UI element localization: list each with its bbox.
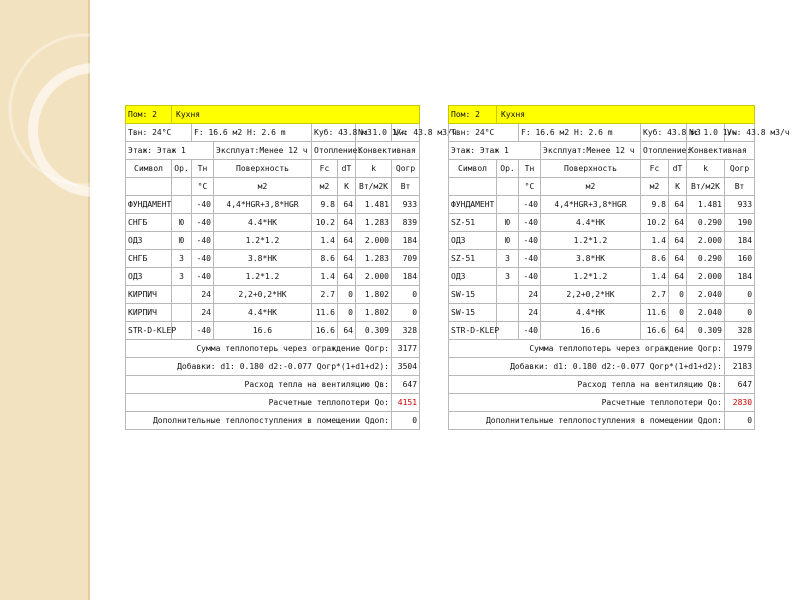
- cell-q: 160: [725, 250, 755, 268]
- unit-k: Вт/м2К: [356, 178, 392, 196]
- cell-delta-t: 0: [669, 304, 687, 322]
- cell-delta-t: 64: [338, 232, 356, 250]
- cell-temp: -40: [192, 322, 214, 340]
- heating-type: Конвективная: [356, 142, 420, 160]
- unit-delta-t: К: [669, 178, 687, 196]
- unit-symbol: [126, 178, 172, 196]
- cell-temp: -40: [192, 268, 214, 286]
- col-symbol: Символ: [449, 160, 497, 178]
- room-height: H: 2.6 m: [247, 127, 286, 137]
- room-number: Пом: 2: [126, 106, 172, 124]
- room-info-row: [449, 142, 755, 160]
- cell-symbol: ФУНДАМЕНТ: [126, 196, 172, 214]
- cell-orientation: З: [497, 250, 519, 268]
- cell-area: 10.2: [312, 214, 338, 232]
- cell-delta-t: 64: [338, 268, 356, 286]
- units-row: [449, 178, 755, 196]
- table-row: [126, 286, 420, 304]
- cell-q: 328: [392, 322, 420, 340]
- summary-value: 3177: [392, 340, 420, 358]
- summary-row: [126, 358, 420, 376]
- cell-symbol: ОДЗ: [449, 268, 497, 286]
- room-floor-area: [192, 124, 312, 142]
- room-params-row: [449, 124, 755, 142]
- cell-q: 839: [392, 214, 420, 232]
- cell-k: 0.290: [687, 214, 725, 232]
- summary-value: 2183: [725, 358, 755, 376]
- cell-k: 1.802: [356, 286, 392, 304]
- cell-area: 1.4: [312, 268, 338, 286]
- unit-surface: м2: [214, 178, 312, 196]
- cell-temp: -40: [192, 250, 214, 268]
- summary-row: [126, 394, 420, 412]
- cell-temp: 24: [192, 304, 214, 322]
- cell-symbol: SZ-51: [449, 250, 497, 268]
- floor-area-value: F: 16.6 м2: [194, 127, 243, 137]
- cell-orientation: [497, 286, 519, 304]
- cell-q: 933: [392, 196, 420, 214]
- summary-label: Расчетные теплопотери Qo:: [449, 394, 725, 412]
- cell-delta-t: 64: [669, 196, 687, 214]
- cell-k: 1.283: [356, 214, 392, 232]
- cell-surface: 4.4*НК: [541, 304, 641, 322]
- usage-mode: Эксплуат:Менее 12 ч: [214, 142, 312, 160]
- cell-surface: 1.2*1.2: [541, 232, 641, 250]
- summary-row: [449, 412, 755, 430]
- cell-symbol: SW-15: [449, 286, 497, 304]
- col-orientation: Ор.: [172, 160, 192, 178]
- summary-label: Добавки: d1: 0.180 d2:-0.077 Qогр*(1+d1+d2):: [449, 358, 725, 376]
- cell-surface: 1.2*1.2: [214, 268, 312, 286]
- cell-delta-t: 64: [669, 250, 687, 268]
- table-row: [126, 196, 420, 214]
- unit-area: м2: [312, 178, 338, 196]
- cell-delta-t: 64: [669, 232, 687, 250]
- cell-area: 1.4: [641, 232, 669, 250]
- total-heat-loss-value: 2830: [725, 394, 755, 412]
- cell-symbol: ОДЗ: [449, 232, 497, 250]
- unit-q: Вт: [725, 178, 755, 196]
- cell-delta-t: 0: [669, 286, 687, 304]
- table-row: [126, 214, 420, 232]
- cell-symbol: STR-D-KLEP: [126, 322, 172, 340]
- cell-orientation: [497, 196, 519, 214]
- cell-surface: 3.8*НК: [541, 250, 641, 268]
- cell-symbol: ОДЗ: [126, 268, 172, 286]
- cell-surface: 4.4*НК: [214, 214, 312, 232]
- cell-surface: 16.6: [214, 322, 312, 340]
- cell-area: 11.6: [641, 304, 669, 322]
- summary-row: [126, 412, 420, 430]
- air-exchange-rate: N: 1.0 1/ч: [356, 124, 392, 142]
- cell-temp: -40: [192, 196, 214, 214]
- cell-delta-t: 0: [338, 304, 356, 322]
- cell-temp: -40: [519, 268, 541, 286]
- col-symbol: Символ: [126, 160, 172, 178]
- cell-surface: 4.4*НК: [214, 304, 312, 322]
- cell-k: 0.309: [356, 322, 392, 340]
- vent-volume: Vw: 43.8 м3/ч: [392, 124, 420, 142]
- unit-k: Вт/м2К: [687, 178, 725, 196]
- cell-temp: 24: [519, 286, 541, 304]
- cell-q: 184: [392, 268, 420, 286]
- summary-label: Сумма теплопотерь через ограждение Qогр:: [449, 340, 725, 358]
- cell-k: 2.040: [687, 304, 725, 322]
- cell-orientation: [497, 322, 519, 340]
- table-row: [449, 268, 755, 286]
- table-row: [126, 250, 420, 268]
- unit-area: м2: [641, 178, 669, 196]
- summary-label: Расчетные теплопотери Qo:: [126, 394, 392, 412]
- room-header-row: [126, 106, 420, 124]
- table-row: [449, 286, 755, 304]
- column-header-row: [449, 160, 755, 178]
- col-q: Qогр: [725, 160, 755, 178]
- cell-symbol: ОДЗ: [126, 232, 172, 250]
- cell-area: 1.4: [312, 232, 338, 250]
- col-area: Fc: [641, 160, 669, 178]
- floor-level: Этаж: Этаж 1: [449, 142, 541, 160]
- summary-row: [126, 376, 420, 394]
- cell-q: 184: [725, 268, 755, 286]
- cell-area: 2.7: [641, 286, 669, 304]
- column-header-row: [126, 160, 420, 178]
- cell-temp: -40: [519, 322, 541, 340]
- cell-surface: 3.8*НК: [214, 250, 312, 268]
- summary-value: 0: [725, 412, 755, 430]
- cell-temp: -40: [519, 232, 541, 250]
- cell-delta-t: 64: [338, 322, 356, 340]
- cell-k: 1.283: [356, 250, 392, 268]
- table-row: [126, 304, 420, 322]
- cell-symbol: СНГБ: [126, 250, 172, 268]
- floor-area-value: F: 16.6 м2: [521, 127, 570, 137]
- col-delta-t: dT: [669, 160, 687, 178]
- summary-row: [449, 376, 755, 394]
- floor-level: Этаж: Этаж 1: [126, 142, 214, 160]
- cell-orientation: [172, 286, 192, 304]
- heating-type: Конвективная: [687, 142, 755, 160]
- cell-area: 8.6: [641, 250, 669, 268]
- unit-surface: м2: [541, 178, 641, 196]
- table-row: [126, 232, 420, 250]
- col-k: k: [356, 160, 392, 178]
- cell-orientation: З: [172, 268, 192, 286]
- cell-delta-t: 64: [669, 214, 687, 232]
- cell-surface: 4,4*HGR+3,8*HGR: [214, 196, 312, 214]
- room-header-row: [449, 106, 755, 124]
- cell-symbol: ФУНДАМЕНТ: [449, 196, 497, 214]
- cell-symbol: STR-D-KLEP: [449, 322, 497, 340]
- cell-area: 8.6: [312, 250, 338, 268]
- cell-area: 11.6: [312, 304, 338, 322]
- cell-orientation: [172, 196, 192, 214]
- cell-q: 709: [392, 250, 420, 268]
- cell-symbol: SW-15: [449, 304, 497, 322]
- cell-temp: -40: [519, 214, 541, 232]
- cell-k: 0.290: [687, 250, 725, 268]
- unit-temp: °С: [519, 178, 541, 196]
- col-surface: Поверхность: [214, 160, 312, 178]
- cell-surface: 4,4*HGR+3,8*HGR: [541, 196, 641, 214]
- summary-value: 0: [392, 412, 420, 430]
- cell-area: 16.6: [641, 322, 669, 340]
- unit-temp: °С: [192, 178, 214, 196]
- summary-row: [126, 340, 420, 358]
- decorative-rings: [0, 0, 120, 240]
- units-row: [126, 178, 420, 196]
- cell-symbol: КИРПИЧ: [126, 304, 172, 322]
- cell-k: 2.000: [687, 268, 725, 286]
- unit-symbol: [449, 178, 497, 196]
- summary-label: Расход тепла на вентиляцию Qв:: [126, 376, 392, 394]
- table-row: [449, 322, 755, 340]
- cell-k: 1.802: [356, 304, 392, 322]
- cell-temp: -40: [519, 250, 541, 268]
- col-delta-t: dT: [338, 160, 356, 178]
- cell-orientation: Ю: [172, 214, 192, 232]
- cell-symbol: СНГБ: [126, 214, 172, 232]
- cell-q: 328: [725, 322, 755, 340]
- cell-area: 9.8: [312, 196, 338, 214]
- vent-volume: Vw: 43.8 м3/ч: [725, 124, 755, 142]
- cell-q: 933: [725, 196, 755, 214]
- cell-k: 2.040: [687, 286, 725, 304]
- cell-k: 2.000: [687, 232, 725, 250]
- cell-delta-t: 64: [669, 268, 687, 286]
- col-k: k: [687, 160, 725, 178]
- cell-orientation: Ю: [172, 232, 192, 250]
- cell-surface: 16.6: [541, 322, 641, 340]
- summary-row: [449, 340, 755, 358]
- cell-temp: -40: [192, 232, 214, 250]
- heat-loss-table-right: [448, 105, 790, 430]
- cell-orientation: З: [172, 250, 192, 268]
- cell-area: 16.6: [312, 322, 338, 340]
- air-exchange-rate: N: 1.0 1/ч: [687, 124, 725, 142]
- unit-orientation: [172, 178, 192, 196]
- cell-q: 0: [725, 286, 755, 304]
- table-row: [126, 268, 420, 286]
- cell-surface: 1.2*1.2: [541, 268, 641, 286]
- cell-orientation: [497, 304, 519, 322]
- summary-label: Сумма теплопотерь через ограждение Qогр:: [126, 340, 392, 358]
- cell-k: 1.481: [356, 196, 392, 214]
- cell-temp: 24: [192, 286, 214, 304]
- cell-q: 184: [392, 232, 420, 250]
- cell-area: 9.8: [641, 196, 669, 214]
- heating-label: Отопление:: [312, 142, 356, 160]
- unit-orientation: [497, 178, 519, 196]
- summary-value: 647: [392, 376, 420, 394]
- cell-delta-t: 64: [338, 196, 356, 214]
- cell-q: 190: [725, 214, 755, 232]
- heat-loss-table-left: [125, 105, 457, 430]
- cell-orientation: [172, 304, 192, 322]
- room-name: Кухня: [497, 106, 755, 124]
- summary-row: [449, 358, 755, 376]
- summary-row: [449, 394, 755, 412]
- cell-temp: 24: [519, 304, 541, 322]
- cell-q: 0: [725, 304, 755, 322]
- col-outside-temp: Тн: [192, 160, 214, 178]
- cell-delta-t: 64: [338, 214, 356, 232]
- cell-surface: 4.4*НК: [541, 214, 641, 232]
- col-outside-temp: Тн: [519, 160, 541, 178]
- table-row: [449, 232, 755, 250]
- summary-label: Добавки: d1: 0.180 d2:-0.077 Qогр*(1+d1+d2):: [126, 358, 392, 376]
- summary-value: 3504: [392, 358, 420, 376]
- cell-q: 0: [392, 286, 420, 304]
- summary-label: Дополнительные теплопоступления в помещении Qдоп:: [449, 412, 725, 430]
- cell-k: 0.309: [687, 322, 725, 340]
- summary-label: Дополнительные теплопоступления в помещении Qдоп:: [126, 412, 392, 430]
- usage-mode: Эксплуат:Менее 12 ч: [541, 142, 641, 160]
- summary-value: 1979: [725, 340, 755, 358]
- cell-delta-t: 0: [338, 286, 356, 304]
- room-volume: Куб: 43.8 м3: [312, 124, 356, 142]
- table-row: [449, 196, 755, 214]
- cell-delta-t: 64: [338, 250, 356, 268]
- table-row: [449, 250, 755, 268]
- cell-orientation: З: [497, 268, 519, 286]
- col-q: Qогр: [392, 160, 420, 178]
- cell-area: 1.4: [641, 268, 669, 286]
- room-name: Кухня: [172, 106, 420, 124]
- room-floor-area: [519, 124, 641, 142]
- cell-orientation: Ю: [497, 214, 519, 232]
- col-orientation: Ор.: [497, 160, 519, 178]
- room-volume: Куб: 43.8 м3: [641, 124, 687, 142]
- cell-area: 10.2: [641, 214, 669, 232]
- table-row: [449, 304, 755, 322]
- unit-delta-t: К: [338, 178, 356, 196]
- room-height: H: 2.6 m: [574, 127, 613, 137]
- room-info-row: [126, 142, 420, 160]
- cell-delta-t: 64: [669, 322, 687, 340]
- heating-label: Отопление:: [641, 142, 687, 160]
- cell-k: 2.000: [356, 268, 392, 286]
- cell-q: 0: [392, 304, 420, 322]
- cell-symbol: КИРПИЧ: [126, 286, 172, 304]
- cell-temp: -40: [519, 196, 541, 214]
- cell-surface: 2,2+0,2*НК: [214, 286, 312, 304]
- cell-surface: 2,2+0,2*НК: [541, 286, 641, 304]
- cell-k: 2.000: [356, 232, 392, 250]
- inside-temp: Твн: 24°С: [449, 124, 519, 142]
- inside-temp: Твн: 24°С: [126, 124, 192, 142]
- room-number: Пом: 2: [449, 106, 497, 124]
- total-heat-loss-value: 4151: [392, 394, 420, 412]
- table-row: [126, 322, 420, 340]
- table-row: [449, 214, 755, 232]
- cell-k: 1.481: [687, 196, 725, 214]
- cell-orientation: Ю: [497, 232, 519, 250]
- col-area: Fc: [312, 160, 338, 178]
- summary-value: 647: [725, 376, 755, 394]
- col-surface: Поверхность: [541, 160, 641, 178]
- summary-label: Расход тепла на вентиляцию Qв:: [449, 376, 725, 394]
- cell-temp: -40: [192, 214, 214, 232]
- cell-q: 184: [725, 232, 755, 250]
- cell-surface: 1.2*1.2: [214, 232, 312, 250]
- cell-area: 2.7: [312, 286, 338, 304]
- unit-q: Вт: [392, 178, 420, 196]
- cell-symbol: SZ-51: [449, 214, 497, 232]
- room-params-row: [126, 124, 420, 142]
